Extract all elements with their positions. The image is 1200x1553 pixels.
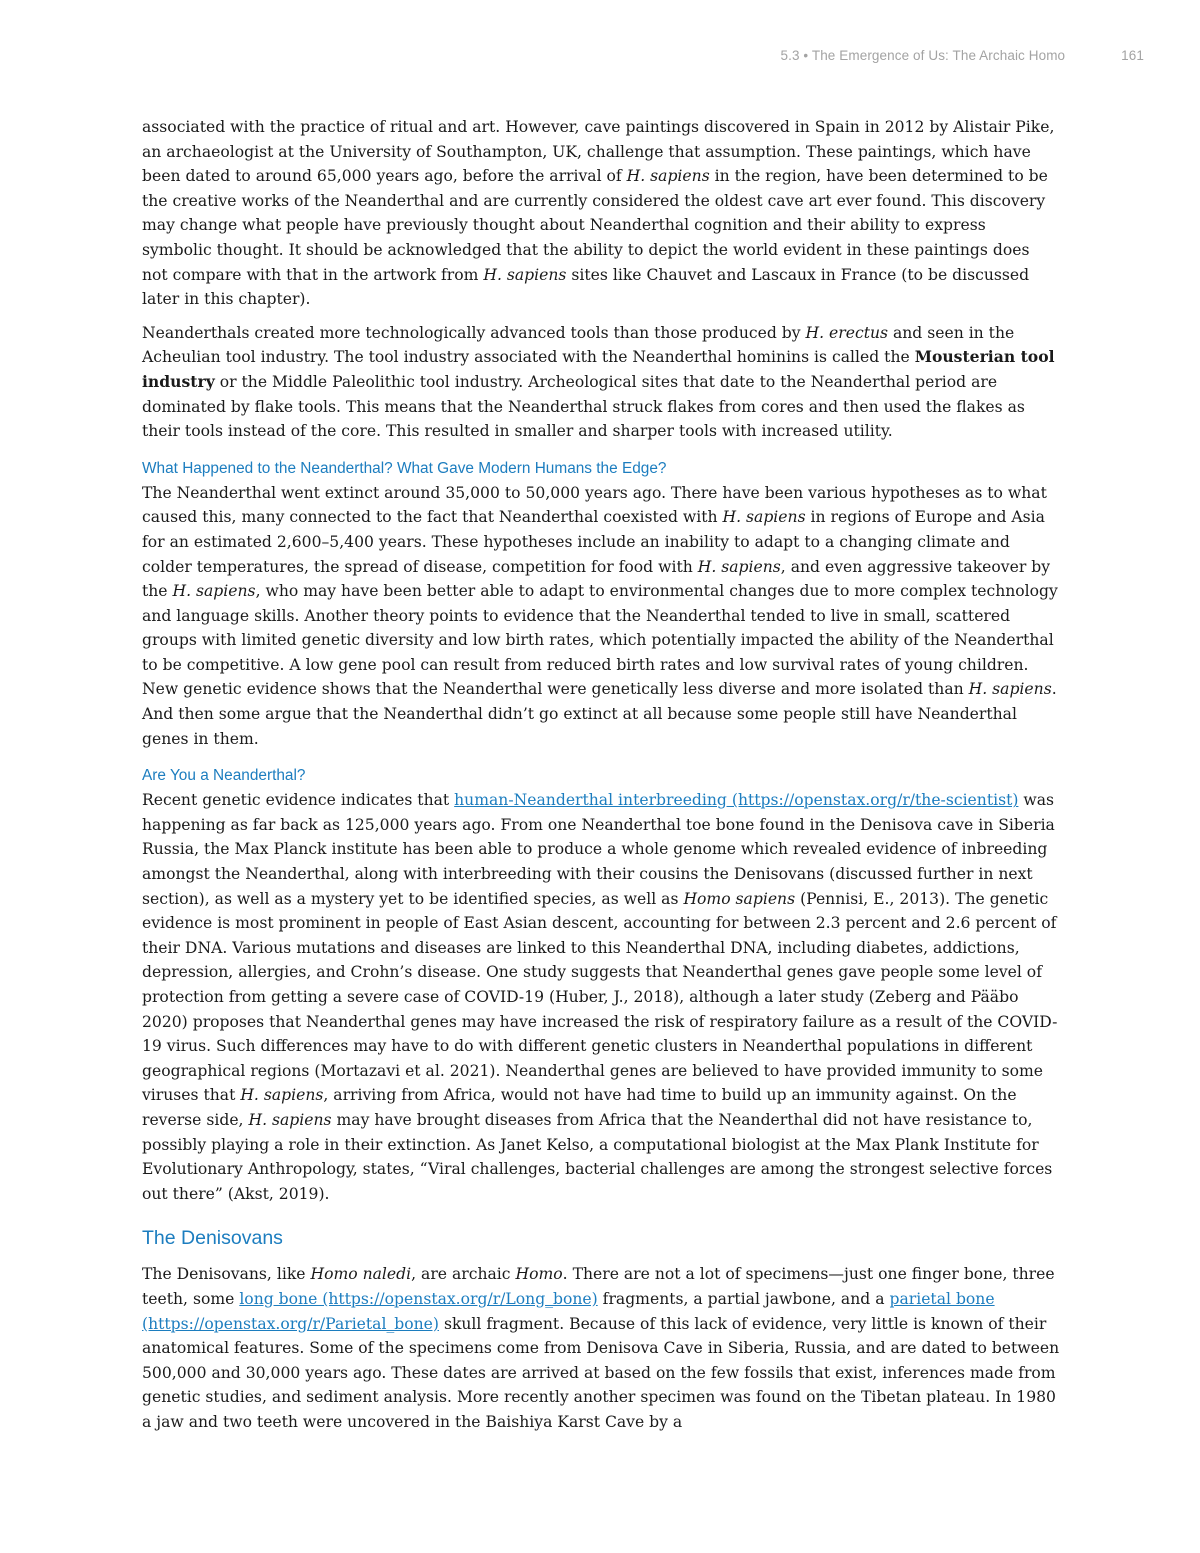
- species-name: H. sapiens: [626, 167, 710, 186]
- text-run: Recent genetic evidence indicates that: [142, 791, 455, 810]
- subheading-what-happened: What Happened to the Neanderthal? What Gave Modern Humans the Edge?: [142, 459, 667, 477]
- interbreeding-link[interactable]: human-Neanderthal interbreeding (https://openstax.org/r/the-scientist): [454, 791, 1019, 810]
- text-run: (Pennisi, E., 2013). The genetic evidence is most prominent in people of East Asian descent, accounting for between 2.3 percent and 2.6 percent of their DNA. Various mutations and diseases are linked to this Neanderthal DNA, including diabetes, addictions, depression, allergies, and Crohn’s disease. One study suggests that Neanderthal genes gave people some level of protection from getting a severe case of COVID-19 (Huber, J., 2018), although a later study (Zeberg and Pääbo 2020) proposes that Neanderthal genes may have increased the risk of respiratory failure as a result of the COVID-19 virus. Such differences may have to do with different genetic clusters in Neanderthal populations in different geographical regions (Mortazavi et al. 2021). Neanderthal genes are believed to have provided immunity to some viruses that: [142, 889, 1058, 1105]
- text-run: The Neanderthal went extinct around 35,000 to 50,000 years ago. There have been various hypotheses as to what caused this, many connected to the fact that Neanderthal coexisted with: [142, 483, 1047, 527]
- text-run: , are archaic: [411, 1265, 516, 1284]
- paragraph-extinction: [142, 481, 1060, 752]
- text-run: fragments, a partial jawbone, and a: [597, 1289, 890, 1308]
- species-name: H. erectus: [805, 323, 888, 342]
- text-run: . There are not a lot of specimens—just one finger bone, three teeth, some: [142, 1265, 1055, 1308]
- text-run: sites like Chauvet and Lascaux in France (to be discussed later in this chapter).: [142, 265, 1030, 309]
- text-run: in the region, have been determined to be the creative works of the Neanderthal and are currently considered the oldest cave art ever found. This discovery may change what people have previously thought about Neanderthal cognition and their ability to express symbolic thought. It should be acknowledged that the ability to depict the world evident in these paintings does not compare with that in the artwork from: [142, 167, 1048, 284]
- section-heading-denisovans: The Denisovans: [142, 1227, 283, 1250]
- species-name: H. sapiens: [697, 557, 781, 576]
- text-run: or the Middle Paleolithic tool industry. Archeological sites that date to the Neanderthal period are dominated by flake tools. This means that the Neanderthal struck flakes from cores and then used the flakes as their tools instead of the core. This resulted in smaller and sharper tools with increased utility.: [142, 372, 1025, 441]
- text-run: , and even aggressive takeover by the: [142, 557, 1051, 601]
- text-run: Neanderthals created more technologically advanced tools than those produced by: [142, 323, 806, 342]
- page-content: [142, 115, 1060, 1444]
- paragraph-denisovans: [142, 1262, 1060, 1434]
- page-number: 161: [1121, 48, 1144, 63]
- text-run: associated with the practice of ritual and art. However, cave paintings discovered in Spain in 2012 by Alistair Pike, an archaeologist at the University of Southampton, UK, challenge that assumption. These paintings, which have been dated to around 65,000 years ago, before the arrival of: [142, 118, 1055, 186]
- species-name: Homo sapiens: [683, 889, 796, 908]
- text-run: . And then some argue that the Neanderthal didn’t go extinct at all because some people still have Neanderthal genes in them.: [142, 680, 1057, 748]
- species-name: H. sapiens: [172, 582, 256, 601]
- paragraph-cave-paintings: [142, 115, 1060, 312]
- parietal-bone-link[interactable]: parietal bone (https://openstax.org/r/Parietal_bone): [142, 1289, 995, 1333]
- species-name: H. sapiens: [240, 1086, 324, 1105]
- species-name: H. sapiens: [248, 1110, 332, 1129]
- text-run: was happening as far back as 125,000 years ago. From one Neanderthal toe bone found in the Denisova cave in Siberia Russia, the Max Planck institute has been able to produce a whole genome which revealed evidence of inbreeding amongst the Neanderthal, along with interbreeding with their cousins the Denisovans (discussed further in next section), as well as a mystery yet to be identified species, as well as: [142, 791, 1055, 908]
- key-term: Mousterian tool industry: [142, 347, 1055, 391]
- species-name: Homo naledi: [310, 1265, 412, 1284]
- text-run: , arriving from Africa, would not have had time to build up an immunity against. On the reverse side,: [142, 1086, 1017, 1129]
- page-header: [781, 48, 1145, 63]
- text-run: in regions of Europe and Asia for an estimated 2,600–5,400 years. These hypotheses include an inability to adapt to a changing climate and colder temperatures, the spread of disease, competition for food with: [142, 508, 1045, 576]
- text-run: The Denisovans, like: [142, 1265, 311, 1284]
- text-run: may have brought diseases from Africa that the Neanderthal did not have resistance to, possibly playing a role in their extinction. As Janet Kelso, a computational biologist at the Max Plank Institute for Evolutionary Anthropology, states, “Viral challenges, bacterial challenges are among the strongest selective forces out there” (Akst, 2019).: [142, 1110, 1053, 1203]
- subheading-are-you-neanderthal: Are You a Neanderthal?: [142, 767, 306, 785]
- text-run: and seen in the Acheulian tool industry. The tool industry associated with the Neanderthal hominins is called the: [142, 323, 1015, 367]
- species-name: H. sapiens: [722, 508, 806, 527]
- text-run: , who may have been better able to adapt to environmental changes due to more complex technology and language skills. Another theory points to evidence that the Neanderthal tended to live in small, scattered groups with limited genetic diversity and low birth rates, which potentially impacted the ability of the Neanderthal to be competitive. A low gene pool can result from reduced birth rates and low survival rates of young children. New genetic evidence shows that the Neanderthal were genetically less diverse and more isolated than: [142, 582, 1058, 699]
- paragraph-mousterian-tools: [142, 321, 1060, 444]
- text-run: skull fragment. Because of this lack of evidence, very little is known of their anatomical features. Some of the specimens come from Denisova Cave in Siberia, Russia, and are dated to between 500,000 and 30,000 years ago. These dates are arrived at based on the few fossils that exist, inferences made from genetic studies, and sediment analysis. More recently another specimen was found on the Tibetan plateau. In 1980 a jaw and two teeth were uncovered in the Baishiya Karst Cave by a: [142, 1314, 1060, 1431]
- paragraph-genetic-evidence: [142, 788, 1060, 1206]
- species-name: H. sapiens: [968, 680, 1052, 699]
- species-name: H. sapiens: [483, 265, 567, 284]
- genus-name: Homo: [515, 1265, 563, 1284]
- long-bone-link[interactable]: long bone (https://openstax.org/r/Long_bone): [239, 1289, 598, 1308]
- running-head: 5.3 • The Emergence of Us: The Archaic Homo: [780, 48, 1066, 63]
